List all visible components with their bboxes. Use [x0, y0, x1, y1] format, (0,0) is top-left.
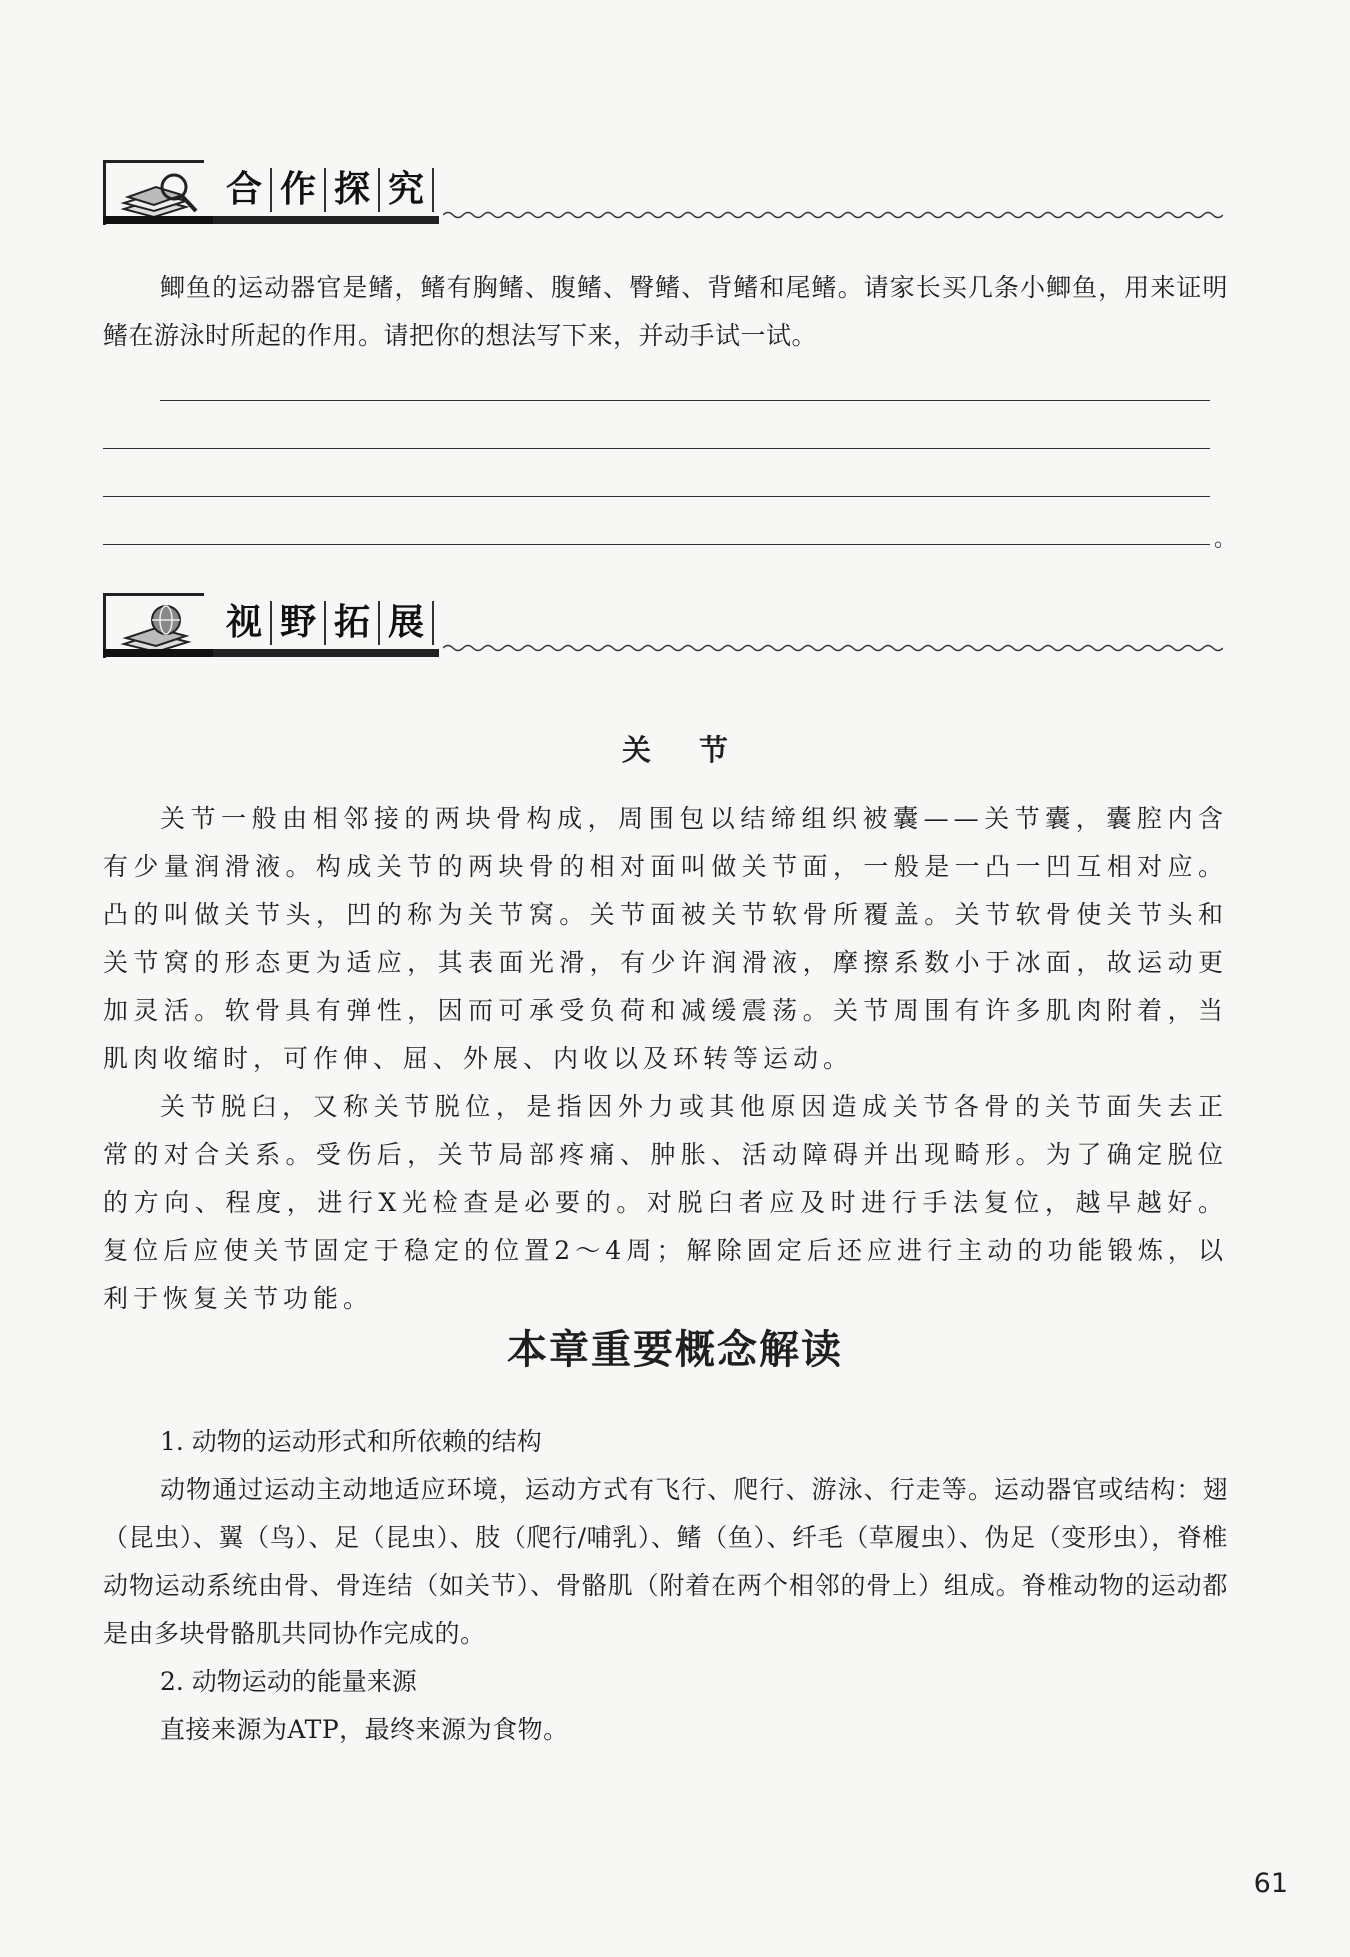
answer-line[interactable] [103, 496, 1210, 497]
header-underline-bar [103, 649, 439, 657]
wavy-divider [443, 210, 1223, 220]
section-header-cooperative-inquiry [103, 160, 1223, 230]
answer-line[interactable] [103, 448, 1210, 449]
inquiry-paragraph: 鲫鱼的运动器官是鳍，鳍有胸鳍、腹鳍、臀鳍、背鳍和尾鳍。请家长买几条小鲫鱼，用来证明鳍在游泳时所起的作用。请把你的想法写下来，并动手试一试。 [103, 273, 1228, 350]
concept-heading: 2. 动物运动的能量来源 [160, 1667, 417, 1696]
header-underline-bar [103, 216, 439, 224]
article-paragraph: 关节脱臼，又称关节脱位，是指因外力或其他原因造成关节各骨的关节面失去正常的对合关系。受伤后，关节局部疼痛、肿胀、活动障碍并出现畸形。为了确定脱位的方向、程度，进行X光检查是必要的。对脱臼者应及时进行手法复位，越早越好。复位后应使关节固定于稳定的位置2～4周；解除固定后还应进行主动的功能锻炼，以利于恢复关节功能。 [103, 1092, 1228, 1313]
title-char: 拓 [326, 601, 380, 645]
article-paragraph: 关节一般由相邻接的两块骨构成，周围包以结缔组织被囊——关节囊，囊腔内含有少量润滑液。构成关节的两块骨的相对面叫做关节面，一般是一凸一凹互相对应。凸的叫做关节头，凹的称为关节窝。关节面被关节软骨所覆盖。关节软骨使关节头和关节窝的形态更为适应，其表面光滑，有少许润滑液，摩擦系数小于冰面，故运动更加灵活。软骨具有弹性，因而可承受负荷和减缓震荡。关节周围有许多肌肉附着，当肌肉收缩时，可作伸、屈、外展、内收以及环转等运动。 [103, 804, 1228, 1073]
section-title [218, 601, 434, 645]
title-char: 合 [218, 168, 272, 212]
title-char: 究 [380, 168, 434, 212]
title-char: 探 [326, 168, 380, 212]
concept-paragraph: 直接来源为ATP，最终来源为食物。 [160, 1715, 569, 1744]
article-title: 关节 [621, 733, 776, 767]
title-char: 作 [272, 168, 326, 212]
chapter-title: 本章重要概念解读 [507, 1326, 843, 1373]
concept-paragraph: 动物通过运动主动地适应环境，运动方式有飞行、爬行、游泳、行走等。运动器官或结构：翅（昆虫）、翼（鸟）、足（昆虫）、肢（爬行/哺乳）、鳍（鱼）、纤毛（草履虫）、伪足（变形虫），脊椎动物运动系统由骨、骨连结（如关节）、骨骼肌（附着在两个相邻的骨上）组成。脊椎动物的运动都是由多块骨骼肌共同协作完成的。 [103, 1475, 1228, 1648]
concept-heading: 1. 动物的运动形式和所依赖的结构 [160, 1427, 542, 1456]
title-char: 视 [218, 601, 272, 645]
answer-line[interactable] [103, 544, 1210, 545]
section-header-broaden-horizons [103, 593, 1223, 663]
answer-end-mark: 。 [1214, 527, 1237, 552]
answer-line[interactable] [160, 400, 1210, 401]
title-char: 展 [380, 601, 434, 645]
page-number: 61 [1253, 1868, 1288, 1899]
section-title [218, 168, 434, 212]
wavy-divider [443, 643, 1223, 653]
title-char: 野 [272, 601, 326, 645]
